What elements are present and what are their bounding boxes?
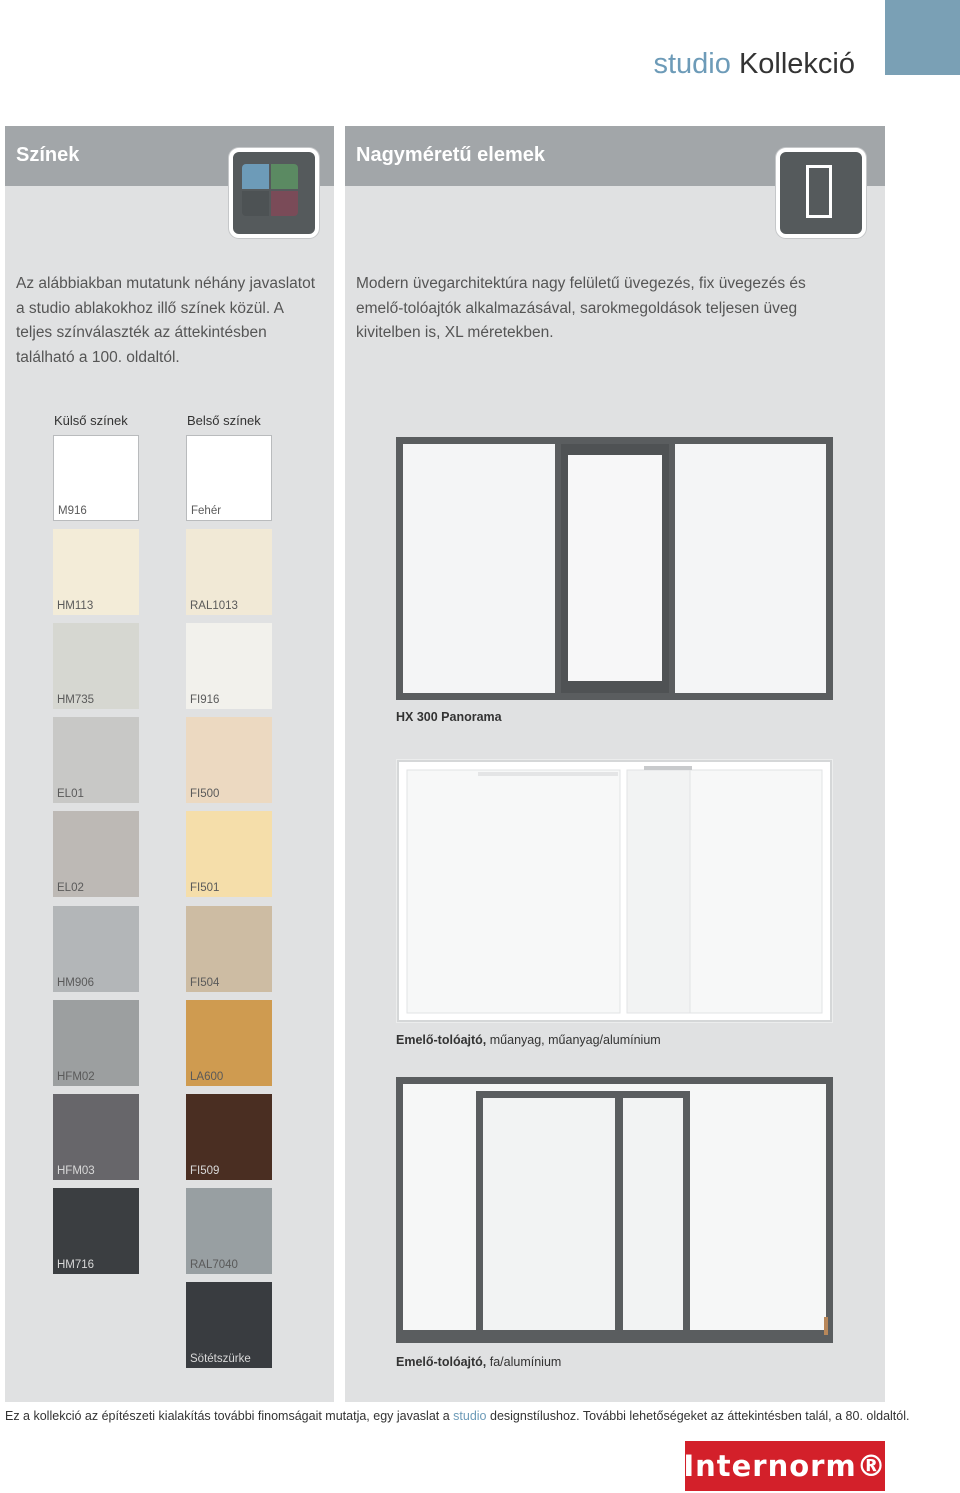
outer-color-swatch: [53, 435, 139, 521]
inner-color-swatch-label: RAL1013: [190, 600, 238, 612]
inner-color-swatch-label: FI501: [190, 882, 220, 894]
outer-color-swatch-label: HM716: [57, 1259, 95, 1271]
inner-color-swatch: [186, 1282, 272, 1368]
internorm-logo: Internorm®: [685, 1441, 885, 1491]
outer-color-swatch-label: M916: [58, 505, 87, 517]
outer-color-swatch: [53, 623, 139, 709]
inner-color-swatch-label: FI500: [190, 788, 220, 800]
outer-color-swatch-label: HM735: [57, 694, 95, 706]
inner-color-swatch: [186, 623, 272, 709]
hx300-panorama-image: [396, 437, 833, 700]
footer-note: Ez a kollekció az építészeti kialakítás további finomságait mutatja, egy javaslat a studio designstílushoz. További lehetőségeket az áttekintésben talál, a 80. oldaltól.: [5, 1409, 910, 1423]
large-elements-panel: [345, 126, 885, 1402]
lift-slide-wood-alu-caption: Emelő-tolóajtó, fa/alumínium: [396, 1355, 562, 1369]
colors-panel-title: Színek: [16, 144, 80, 166]
inner-color-swatch-label: Fehér: [191, 505, 222, 517]
outer-color-swatch: [53, 717, 139, 803]
outer-color-swatch-label: HM906: [57, 977, 95, 989]
outer-color-swatch: [53, 1094, 139, 1180]
outer-color-swatch: [53, 529, 139, 615]
inner-color-swatch-label: FI504: [190, 977, 220, 989]
large-elements-intro-text: Modern üvegarchitektúra nagy felületű üvegezés, fix üvegezés és emelő-tolóajtók alkalmazásával, sarokmegoldások teljesen üveg kivitelben is, XL méretekben.: [356, 275, 806, 341]
large-window-icon: [776, 148, 866, 238]
inner-color-swatch: [186, 906, 272, 992]
outer-color-swatch: [53, 1000, 139, 1086]
inner-color-swatch-label: FI509: [190, 1165, 220, 1177]
inner-color-swatch: [186, 435, 272, 521]
color-palette-icon: [229, 148, 319, 238]
inner-color-swatch: [186, 1000, 272, 1086]
outer-color-swatch-label: EL02: [57, 882, 84, 894]
outer-color-swatch-label: HFM02: [57, 1071, 95, 1083]
page-title: studio Kollekció: [653, 48, 855, 80]
outer-color-swatch: [53, 811, 139, 897]
outer-color-swatch-label: HFM03: [57, 1165, 95, 1177]
inner-color-swatch-label: LA600: [190, 1071, 224, 1083]
inner-color-swatch-label: RAL7040: [190, 1259, 238, 1271]
inner-color-swatch: [186, 1094, 272, 1180]
corner-tab: [885, 0, 960, 75]
outer-color-swatch: [53, 1188, 139, 1274]
lift-slide-plastic-image: [396, 759, 833, 1023]
colors-panel: [5, 126, 334, 1402]
inner-color-swatch: [186, 717, 272, 803]
inner-color-swatch: [186, 529, 272, 615]
colors-intro-text: Az alábbiakban mutatunk néhány javaslatot a studio ablakokhoz illő színek közül. A teljes színválaszték az áttekintésben található a 100. oldaltól.: [16, 275, 316, 366]
outer-color-swatch-label: HM113: [57, 600, 94, 612]
large-elements-title: Nagyméretű elemek: [356, 144, 545, 166]
inner-colors-label: Belső színek: [187, 413, 261, 428]
inner-color-swatch: [186, 1188, 272, 1274]
lift-slide-plastic-caption: Emelő-tolóajtó, műanyag, műanyag/alumínium: [396, 1033, 661, 1047]
outer-color-swatch-label: EL01: [57, 788, 84, 800]
inner-color-swatch-label: FI916: [190, 694, 220, 706]
inner-color-swatch: [186, 811, 272, 897]
inner-color-swatch-label: Sötétszürke: [190, 1353, 251, 1365]
hx300-caption: HX 300 Panorama: [396, 710, 502, 724]
lift-slide-wood-alu-image: [396, 1077, 833, 1343]
outer-color-swatch: [53, 906, 139, 992]
outer-colors-label: Külső színek: [54, 413, 128, 428]
